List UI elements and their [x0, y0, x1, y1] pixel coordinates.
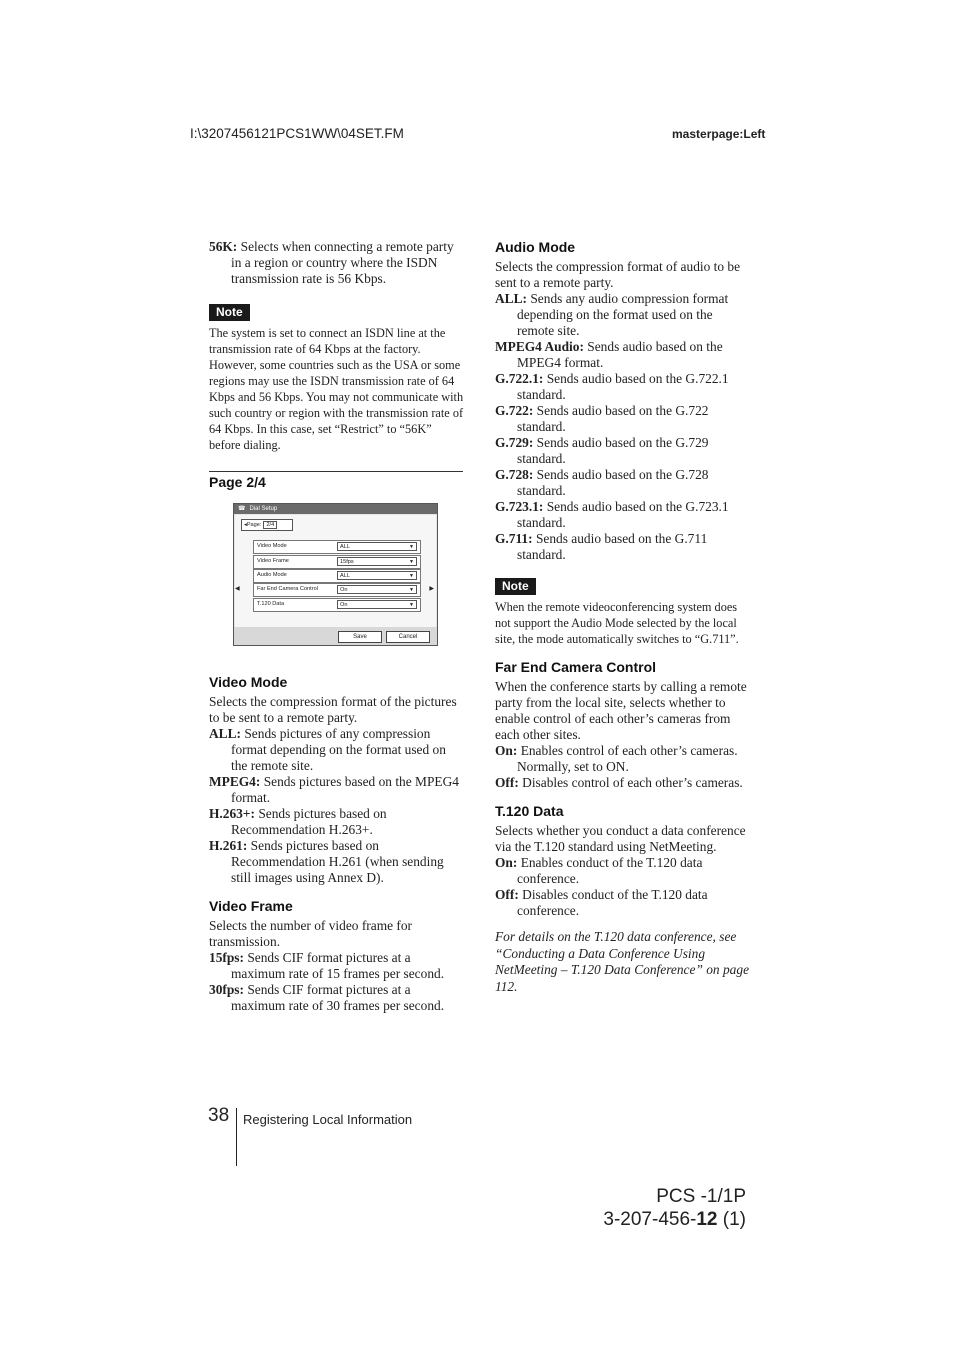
definition-desc: Sends audio based on the G.729 standard. — [517, 435, 709, 466]
dialog-setting-row — [253, 555, 421, 569]
note-badge: Note — [495, 578, 536, 595]
file-path: I:\3207456121PCS1WW\04SET.FM — [190, 126, 404, 141]
definition-desc: Disables conduct of the T.120 data conference. — [517, 887, 708, 918]
definition-item — [209, 838, 465, 886]
definition-term: 30fps: — [209, 982, 244, 997]
setting-dropdown[interactable] — [337, 557, 417, 566]
fecc-heading: Far End Camera Control — [495, 659, 657, 675]
note-badge: Note — [209, 304, 250, 321]
definition-item — [495, 499, 751, 531]
chevron-down-icon[interactable]: ▼ — [409, 587, 414, 593]
video-frame-intro: Selects the number of video frame for transmission. — [209, 918, 413, 949]
page-selector[interactable]: ◂Page: 2/4 — [241, 519, 293, 531]
reference-note: For details on the T.120 data conference, see “Conducting a Data Conference Using NetMeeting – T.120 Data Conference” on page 112. — [495, 929, 750, 994]
chevron-down-icon[interactable]: ▼ — [409, 544, 414, 550]
definition-desc: Sends pictures based on Recommendation H.263+. — [231, 806, 387, 837]
dropdown-value: On — [340, 602, 348, 608]
definition-desc: Sends audio based on the G.722.1 standard. — [517, 371, 729, 402]
dialog-setting-row — [253, 583, 421, 597]
definition-item — [209, 982, 465, 1014]
dialog-title-bar — [234, 504, 437, 514]
setting-dropdown[interactable] — [337, 585, 417, 594]
audio-mode-heading: Audio Mode — [495, 239, 576, 255]
definition-desc: Sends pictures based on Recommendation H.261 (when sending still images using Annex D). — [231, 838, 444, 885]
definition-term: G.711: — [495, 531, 533, 546]
t120-list — [495, 855, 751, 919]
t120-heading: T.120 Data — [495, 803, 564, 819]
definition-term: H.261: — [209, 838, 248, 853]
dialog-setting-row — [253, 598, 421, 612]
definition-term: G.722.1: — [495, 371, 544, 386]
definition-item — [495, 291, 751, 339]
setting-label: Video Frame — [257, 558, 289, 564]
fecc-intro: When the conference starts by calling a remote party from the local site, selects whether to enable control of each other’s cameras from each other sites. — [495, 679, 747, 742]
definition-item — [209, 726, 465, 774]
definition-item — [495, 339, 751, 371]
definition-term: G.722: — [495, 403, 534, 418]
definition-term: G.728: — [495, 467, 534, 482]
masterpage-label: masterpage:Left — [672, 127, 766, 141]
definition-term: G.729: — [495, 435, 534, 450]
video-mode-heading: Video Mode — [209, 674, 288, 690]
video-frame-list — [209, 950, 465, 1014]
setting-label: Video Mode — [257, 543, 287, 549]
dropdown-value: 15fps — [340, 559, 354, 565]
definition-item — [495, 531, 751, 563]
definition-term: MPEG4 Audio: — [495, 339, 584, 354]
divider — [209, 471, 463, 472]
definition-desc: Sends audio based on the G.728 standard. — [517, 467, 709, 498]
page-heading: Page 2/4 — [209, 474, 266, 490]
definition-term: Off: — [495, 887, 519, 902]
definition-item — [209, 950, 465, 982]
definition-term: G.723.1: — [495, 499, 544, 514]
dial-setup-dialog — [233, 503, 438, 646]
definition-item — [495, 371, 751, 403]
dropdown-value: On — [340, 587, 348, 593]
setting-dropdown[interactable] — [337, 571, 417, 580]
dialog-title: Dial Setup — [249, 506, 278, 512]
definition-term: On: — [495, 855, 518, 870]
definition-desc: Sends audio based on the G.722 standard. — [517, 403, 709, 434]
note-block — [209, 304, 465, 453]
option-56k: 56K: Selects when connecting a remote party in a region or country where the ISDN transmission rate is 56 Kbps. — [209, 239, 454, 286]
next-page-arrow-icon[interactable]: ▶ — [429, 586, 434, 592]
definition-item — [495, 887, 751, 919]
definition-desc: Sends pictures of any compression format depending on the format used on the remote site. — [231, 726, 446, 773]
audio-mode-intro: Selects the compression format of audio to be sent to a remote party. — [495, 259, 741, 290]
page-number: 38 — [208, 1105, 230, 1126]
definition-term: 15fps: — [209, 950, 244, 965]
definition-item — [495, 855, 751, 887]
page-left-arrow-icon[interactable]: ◂ — [244, 522, 247, 528]
definition-item — [209, 806, 465, 838]
chevron-down-icon[interactable]: ▼ — [409, 573, 414, 579]
definition-term: ALL: — [209, 726, 241, 741]
save-button[interactable]: Save — [338, 631, 382, 643]
cancel-button[interactable]: Cancel — [386, 631, 430, 643]
setting-label: Far End Camera Control — [257, 586, 318, 592]
chevron-down-icon[interactable]: ▼ — [409, 602, 414, 608]
definition-desc: Enables conduct of the T.120 data conference. — [517, 855, 703, 886]
note-text: The system is set to connect an ISDN line at the transmission rate of 64 Kbps at the factory. However, some countries such as the USA or some regions may use the ISDN transmission rate of 64 Kbps and 56 Kbps. You may not communicate with such country or region with the transmission rate of 64 Kbps. In this case, set “Restrict” to “56K” before dialing. — [209, 326, 464, 452]
definition-desc: Sends any audio compression format depending on the format used on the remote site. — [517, 291, 729, 338]
fecc-list — [495, 743, 751, 791]
right-column — [495, 239, 751, 995]
dialog-setting-row — [253, 540, 421, 554]
dialog-footer — [234, 627, 437, 645]
section-title: Registering Local Information — [243, 1112, 413, 1127]
definition-item — [495, 403, 751, 435]
note-block — [495, 578, 751, 647]
definition-desc: Sends CIF format pictures at a maximum rate of 30 frames per second. — [231, 982, 445, 1013]
dialog-setting-row — [253, 569, 421, 583]
definition-item — [209, 774, 465, 806]
definition-item — [495, 775, 751, 791]
dropdown-value: ALL — [340, 573, 350, 579]
video-frame-heading: Video Frame — [209, 898, 293, 914]
definition-desc: Disables control of each other’s cameras. — [522, 775, 743, 790]
definition-term: H.263+: — [209, 806, 255, 821]
setting-label: Audio Mode — [257, 572, 287, 578]
dial-setup-icon: ☎ — [238, 506, 246, 512]
setting-dropdown[interactable] — [337, 542, 417, 551]
definition-desc: Enables control of each other’s cameras. Normally, set to ON. — [517, 743, 738, 774]
setting-label: T.120 Data — [257, 601, 285, 607]
definition-desc: Sends audio based on the MPEG4 format. — [517, 339, 723, 370]
definition-term: Off: — [495, 775, 519, 790]
definition-term: On: — [495, 743, 518, 758]
dialog-body — [235, 515, 436, 627]
prev-page-arrow-icon[interactable]: ◀ — [235, 586, 240, 592]
definition-desc: Sends pictures based on the MPEG4 format. — [231, 774, 459, 805]
definition-desc: Sends audio based on the G.711 standard. — [517, 531, 708, 562]
definition-term: ALL: — [495, 291, 527, 306]
definition-term: MPEG4: — [209, 774, 261, 789]
audio-mode-list — [495, 291, 751, 563]
footer-divider — [236, 1108, 237, 1166]
model-code: PCS -1/1P — [656, 1186, 746, 1207]
part-number: 3-207-456-12 (1) — [603, 1209, 746, 1230]
dropdown-value: ALL — [340, 544, 350, 550]
definition-item — [495, 743, 751, 775]
note-text: When the remote videoconferencing system does not support the Audio Mode selected by the local site, the mode automatically switches to “G.711”. — [495, 600, 739, 646]
definition-desc: Sends audio based on the G.723.1 standard. — [517, 499, 729, 530]
video-mode-intro: Selects the compression format of the pictures to be sent to a remote party. — [209, 694, 457, 725]
definition-desc: Sends CIF format pictures at a maximum rate of 15 frames per second. — [231, 950, 445, 981]
chevron-down-icon[interactable]: ▼ — [409, 559, 414, 565]
setting-dropdown[interactable] — [337, 600, 417, 609]
t120-intro: Selects whether you conduct a data conference via the T.120 standard using NetMeeting. — [495, 823, 746, 854]
video-mode-list — [209, 726, 465, 886]
definition-item — [495, 435, 751, 467]
definition-item — [495, 467, 751, 499]
